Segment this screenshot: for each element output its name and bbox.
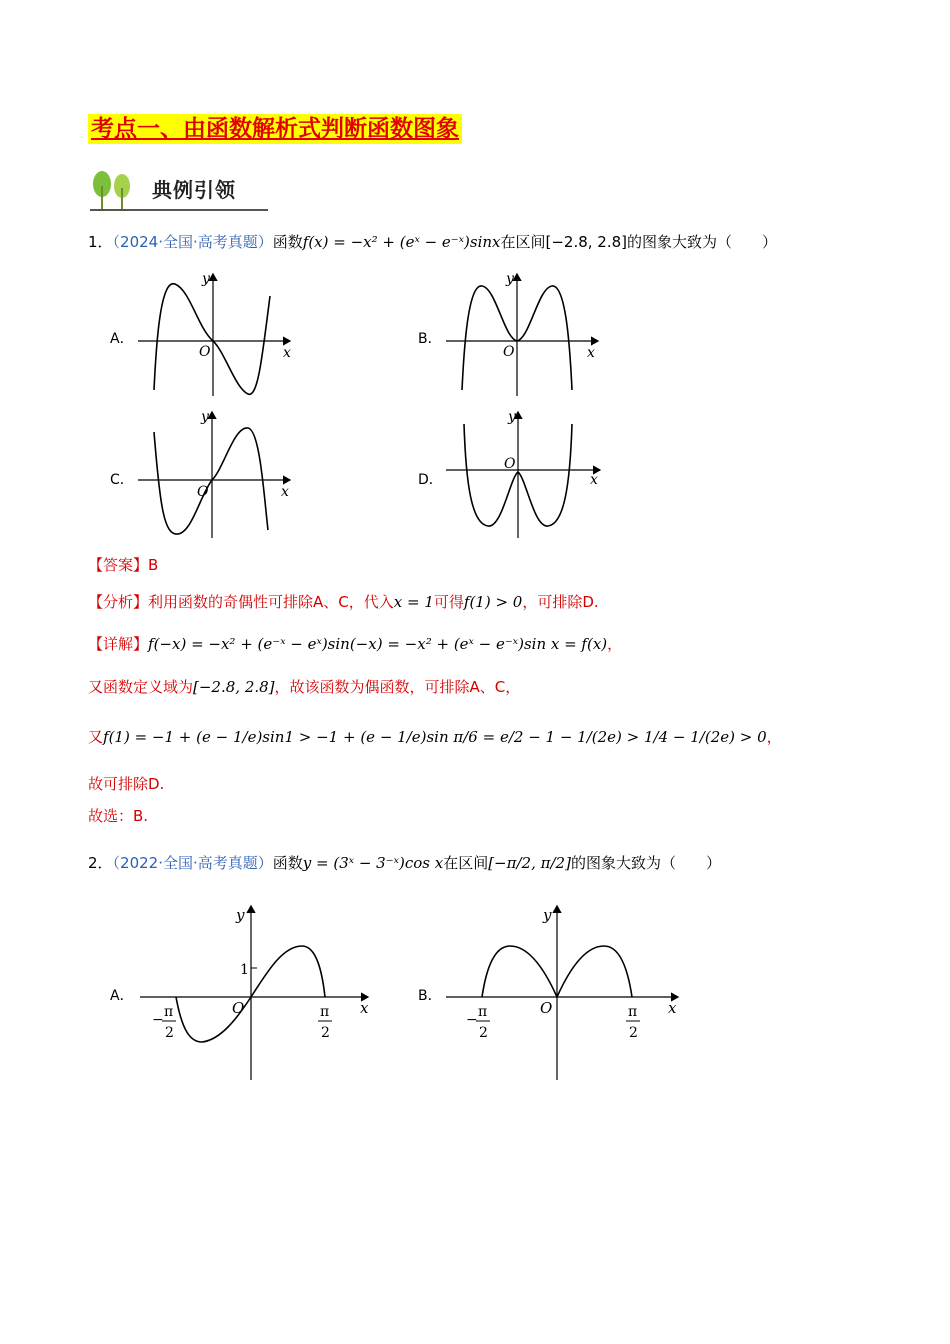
- tick-two: 2: [479, 1025, 488, 1041]
- detail-end: ，: [607, 635, 623, 653]
- analysis-text: ，可排除D.: [522, 593, 599, 611]
- question-formula: y = (3ˣ − 3⁻ˣ)cos x: [302, 854, 444, 872]
- question-number: 2．: [88, 854, 113, 872]
- origin-label: O: [504, 456, 516, 472]
- question-tail: 的图象大致为（ ）: [570, 854, 721, 872]
- answer-value: B: [148, 556, 159, 574]
- option-b-label: B．: [418, 988, 442, 1004]
- answer-tag: 【答案】: [88, 556, 149, 574]
- question-source: （2022·全国·高考真题）: [112, 854, 273, 872]
- analysis-text: 利用函数的奇偶性可排除A、C，代入: [148, 593, 394, 611]
- option-b-label: B．: [418, 331, 442, 347]
- detail-text: 又: [88, 728, 104, 746]
- option-a-label: A．: [110, 331, 134, 347]
- tick-two: 2: [629, 1025, 638, 1041]
- detail-tag: 【详解】: [88, 635, 149, 653]
- question-lead: 函数: [272, 233, 303, 251]
- origin-label: O: [503, 344, 515, 360]
- graph-d: [438, 406, 608, 542]
- question-lead: 函数: [272, 854, 303, 872]
- tick-two: 2: [321, 1025, 330, 1041]
- analysis-math: x = 1: [393, 593, 434, 611]
- origin-label: O: [197, 484, 209, 500]
- detail-line: [88, 633, 622, 655]
- y-tick-1: 1: [240, 962, 249, 978]
- analysis-line: [88, 591, 599, 613]
- graph-c: [130, 406, 300, 542]
- analysis-text: 可得: [433, 593, 464, 611]
- graph-a: [130, 268, 300, 400]
- tick-pi: π: [164, 1004, 174, 1020]
- x-axis-label: x: [281, 484, 289, 500]
- analysis-math: f(1) > 0: [463, 593, 523, 611]
- banner-label: 典例引领: [152, 178, 236, 202]
- detail-end: ，: [766, 728, 782, 746]
- detail-line-2: [88, 676, 520, 698]
- tick-pi: π: [320, 1004, 330, 1020]
- origin-label: O: [540, 999, 553, 1017]
- y-axis-label: y: [506, 271, 514, 287]
- question-source: （2024·全国·高考真题）: [112, 233, 273, 251]
- inequality-math: f(1) = −1 + (e − 1/e)sin1 > −1 + (e − 1/e)sin π/6 = e/2 − 1 − 1/(2e) > 1/4 − 1/(2e) > 0: [103, 728, 767, 746]
- y-axis-label: y: [508, 409, 516, 425]
- x-axis-label: x: [590, 472, 598, 488]
- detail-line-4: 故可排除D.: [88, 775, 165, 793]
- detail-math: f(−x) = −x² + (e⁻ˣ − eˣ)sin(−x) = −x² + (eˣ − e⁻ˣ)sin x = f(x): [148, 635, 608, 653]
- x-axis-label: x: [668, 999, 677, 1017]
- domain-math: [−2.8, 2.8]: [193, 678, 275, 696]
- y-axis-label: y: [543, 906, 552, 924]
- graph-q2-b: [442, 900, 682, 1082]
- detail-text: ，故该函数为偶函数，可排除A、C，: [274, 678, 521, 696]
- answer-line: [88, 554, 158, 576]
- y-axis-label: y: [236, 906, 245, 924]
- analysis-tag: 【分析】: [88, 593, 149, 611]
- origin-label: O: [199, 344, 211, 360]
- y-axis-label: y: [202, 271, 210, 287]
- question-tail: 在区间: [443, 854, 489, 872]
- x-axis-label: x: [587, 345, 595, 361]
- x-axis-label: x: [283, 345, 291, 361]
- tick-pi: π: [628, 1004, 638, 1020]
- origin-label: O: [232, 999, 245, 1017]
- option-a-label: A．: [110, 988, 134, 1004]
- question-formula: f(x) = −x² + (eˣ − e⁻ˣ)sinx: [302, 233, 501, 251]
- tick-minus: −: [152, 1012, 164, 1028]
- x-axis-label: x: [360, 999, 369, 1017]
- question-1: [88, 231, 777, 253]
- option-d-label: D．: [418, 472, 443, 488]
- y-axis-label: y: [201, 409, 209, 425]
- section-title: 考点一、由函数解析式判断函数图象: [88, 114, 462, 144]
- detail-text: 又函数定义域为: [88, 678, 194, 696]
- conclusion-line: 故选：B.: [88, 807, 149, 825]
- question-interval: [−π/2, π/2]: [488, 854, 571, 872]
- question-2: [88, 852, 721, 874]
- option-c-label: C．: [110, 472, 134, 488]
- tick-minus: −: [466, 1012, 478, 1028]
- tick-two: 2: [165, 1025, 174, 1041]
- graph-b: [438, 268, 608, 400]
- question-tail: 在区间[−2.8, 2.8]的图象大致为（ ）: [500, 233, 778, 251]
- question-number: 1．: [88, 233, 113, 251]
- detail-line-3: [88, 726, 782, 748]
- tick-pi: π: [478, 1004, 488, 1020]
- graph-q2-a: [136, 900, 376, 1082]
